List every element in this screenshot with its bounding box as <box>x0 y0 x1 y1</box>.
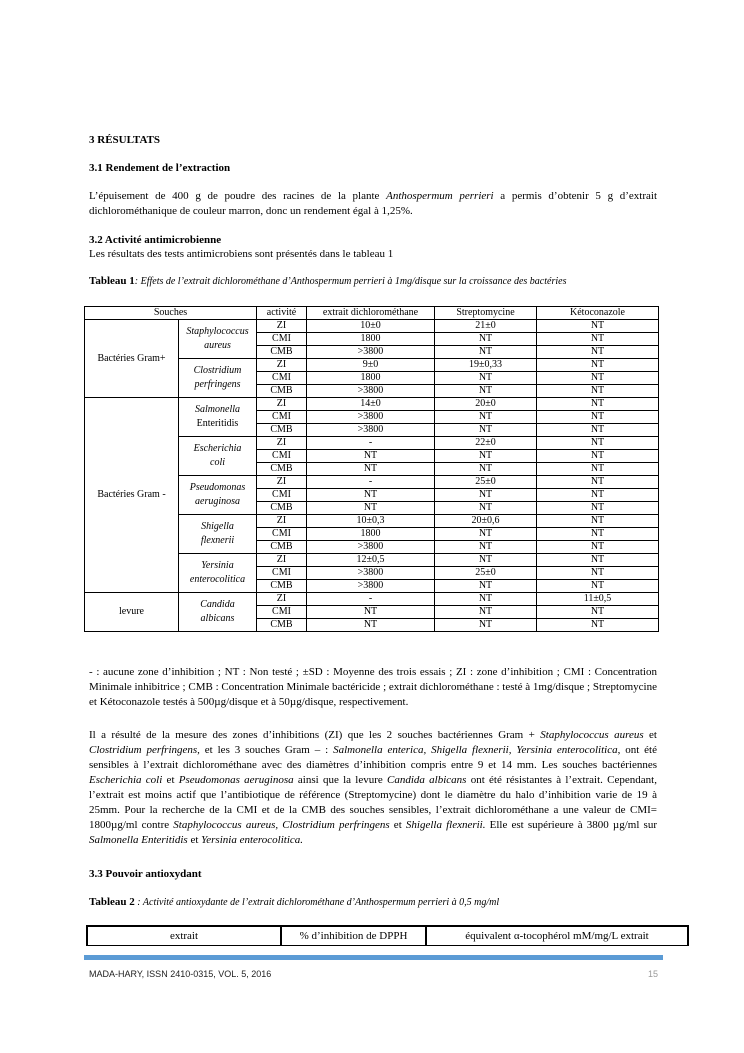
organism-species: enterocolitica <box>189 574 246 585</box>
cell-streptomycin: NT <box>435 450 537 463</box>
group-label: Bactéries Gram - <box>85 398 179 593</box>
cell-ketoconazole: NT <box>537 346 659 359</box>
cell-extract: NT <box>307 606 435 619</box>
table2-header-dpph: % d’inhibition de DPPH <box>281 926 426 946</box>
header-extrait: extrait dichlorométhane <box>307 307 435 320</box>
cell-activity: CMB <box>257 580 307 593</box>
cell-extract: 10±0,3 <box>307 515 435 528</box>
cell-streptomycin: NT <box>435 580 537 593</box>
text-run: et les 3 souches Gram – : <box>199 744 334 756</box>
cell-activity: CMI <box>257 567 307 580</box>
table1-caption: Tableau 1: Effets de l’extrait dichlorométhane d’Anthospermum perrieri à 1mg/disque sur la croissance des bactéries <box>89 275 567 287</box>
organism-name <box>179 359 257 398</box>
cell-streptomycin: 19±0,33 <box>435 359 537 372</box>
text-run: et <box>187 834 202 846</box>
table-row <box>85 398 659 411</box>
cell-ketoconazole: NT <box>537 528 659 541</box>
cell-activity: CMB <box>257 502 307 515</box>
cell-ketoconazole: NT <box>537 567 659 580</box>
cell-ketoconazole: NT <box>537 489 659 502</box>
text-run: ont été résistantes à l’extrait. Cependant, l’extrait est moins actif que l’antibiotique de référence (Streptomycine) dont le diamètre du halo d’inhibition varie de 19 à 25mm. Pour la recherche de la CMI et de la CMB des souches sensibles, l’extrait dichlorométhane a une valeur de CMI= 1800µg/ml contre <box>89 774 657 831</box>
cell-activity: CMI <box>257 411 307 424</box>
cell-ketoconazole: NT <box>537 424 659 437</box>
group-label: Bactéries Gram+ <box>85 320 179 398</box>
table-row <box>85 320 659 333</box>
species-name: Salmonella enterica, Shigella flexnerii, Yersinia enterocolitica <box>333 744 618 756</box>
cell-extract: 1800 <box>307 333 435 346</box>
organism-species: perfringens <box>194 379 241 390</box>
cell-streptomycin: 25±0 <box>435 476 537 489</box>
cell-activity: CMI <box>257 372 307 385</box>
cell-extract: NT <box>307 463 435 476</box>
cell-activity: CMB <box>257 463 307 476</box>
cell-activity: CMI <box>257 333 307 346</box>
cell-streptomycin: NT <box>435 346 537 359</box>
cell-ketoconazole: NT <box>537 320 659 333</box>
cell-ketoconazole: NT <box>537 515 659 528</box>
organism-name <box>179 554 257 593</box>
header-ketoconazole: Kétoconazole <box>537 307 659 320</box>
table2-caption: Tableau 2 : Activité antioxydante de l’extrait dichlorométhane d’Anthospermum perrieri à 0,5 mg/ml <box>89 896 500 908</box>
species-name: Shigella flexnerii. <box>405 819 486 831</box>
organism-name <box>179 515 257 554</box>
cell-extract: - <box>307 476 435 489</box>
cell-ketoconazole: 11±0,5 <box>537 593 659 606</box>
antimicrobial-intro: Les résultats des tests antimicrobiens sont présentés dans le tableau 1 <box>89 248 394 260</box>
subsection-title-yield: 3.1 Rendement de l’extraction <box>89 162 231 174</box>
cell-extract: 12±0,5 <box>307 554 435 567</box>
cell-streptomycin: NT <box>435 372 537 385</box>
page-number: 15 <box>647 969 658 979</box>
cell-extract: 1800 <box>307 372 435 385</box>
organism-genus: Shigella <box>201 521 234 532</box>
cell-streptomycin: NT <box>435 554 537 567</box>
cell-ketoconazole: NT <box>537 476 659 489</box>
organism-species: coli <box>210 457 225 468</box>
organism-species: aureus <box>204 340 231 351</box>
organism-genus: Salmonella <box>195 404 240 415</box>
cell-activity: ZI <box>257 359 307 372</box>
cell-ketoconazole: NT <box>537 580 659 593</box>
organism-species: flexnerii <box>200 535 235 546</box>
header-souches: Souches <box>85 307 257 320</box>
footer-journal: MADA-HARY, ISSN 2410-0315, VOL. 5, 2016 <box>89 969 272 979</box>
species-name: Candida albicans <box>387 774 467 786</box>
cell-activity: CMB <box>257 424 307 437</box>
cell-ketoconazole: NT <box>537 437 659 450</box>
cell-streptomycin: 22±0 <box>435 437 537 450</box>
cell-activity: ZI <box>257 593 307 606</box>
species-name: Clostridium perfringens, <box>89 744 200 756</box>
cell-activity: CMI <box>257 489 307 502</box>
table1-header-row <box>85 307 659 320</box>
cell-streptomycin: NT <box>435 333 537 346</box>
text-run: Elle est supérieure à 3800 µg/ml sur <box>485 819 658 831</box>
organism-species: aeruginosa <box>195 496 240 507</box>
cell-activity: CMB <box>257 619 307 632</box>
cell-activity: ZI <box>257 476 307 489</box>
organism-genus: Staphylococcus <box>186 326 249 337</box>
subsection-title-antimicrobial: 3.2 Activité antimicrobienne <box>89 234 222 246</box>
cell-streptomycin: NT <box>435 528 537 541</box>
cell-extract: - <box>307 437 435 450</box>
cell-extract: >3800 <box>307 385 435 398</box>
organism-name <box>179 593 257 632</box>
cell-extract: 10±0 <box>307 320 435 333</box>
cell-activity: ZI <box>257 515 307 528</box>
cell-extract: >3800 <box>307 541 435 554</box>
cell-streptomycin: NT <box>435 411 537 424</box>
cell-streptomycin: NT <box>435 593 537 606</box>
cell-streptomycin: NT <box>435 606 537 619</box>
cell-streptomycin: 25±0 <box>435 567 537 580</box>
table2-header-tocopherol: équivalent α-tocophérol mM/mg/L extrait <box>426 926 688 946</box>
species-name: Salmonella Enteritidis <box>89 834 188 846</box>
cell-activity: CMI <box>257 606 307 619</box>
subsection-title-antioxidant: 3.3 Pouvoir antioxydant <box>89 868 202 880</box>
table-antimicrobial-results <box>84 306 659 632</box>
text-run: ainsi que la levure <box>293 774 388 786</box>
yield-paragraph: L’épuisement de 400 g de poudre des racines de la plante Anthospermum perrieri a permis d’obtenir 5 g d’extrait dichlorométhanique de couleur marron, donc un rendement égal à 1,25%. <box>89 190 657 217</box>
cell-extract: NT <box>307 502 435 515</box>
cell-activity: ZI <box>257 437 307 450</box>
cell-activity: CMB <box>257 541 307 554</box>
header-activite: activité <box>257 307 307 320</box>
cell-activity: ZI <box>257 320 307 333</box>
section-title: 3 RÉSULTATS <box>89 134 161 146</box>
text-run: , ont été sensibles à l’extrait dichlorométhane avec des diamètres d’inhibition compris entre 9 et 14 mm. Les souches bactériennes <box>89 744 657 771</box>
cell-extract: 1800 <box>307 528 435 541</box>
cell-activity: CMB <box>257 346 307 359</box>
species-name: Staphylococcus aureus, Clostridium perfringens <box>173 819 390 831</box>
species-name: Yersinia enterocolitica. <box>201 834 304 846</box>
cell-ketoconazole: NT <box>537 502 659 515</box>
text-run: Il a résulté de la mesure des zones d’inhibitions (ZI) que les 2 souches bactériennes Gram + <box>89 729 541 741</box>
organism-species: albicans <box>200 613 235 624</box>
cell-ketoconazole: NT <box>537 450 659 463</box>
table-antioxidant <box>86 925 689 946</box>
organism-genus: Yersinia <box>201 560 234 571</box>
species-name: Escherichia coli <box>89 774 163 786</box>
group-label: levure <box>85 593 179 632</box>
cell-extract: >3800 <box>307 411 435 424</box>
cell-streptomycin: NT <box>435 619 537 632</box>
cell-extract: >3800 <box>307 567 435 580</box>
organism-genus: Clostridium <box>193 365 242 376</box>
cell-streptomycin: 21±0 <box>435 320 537 333</box>
cell-streptomycin: NT <box>435 502 537 515</box>
cell-activity: ZI <box>257 398 307 411</box>
cell-ketoconazole: NT <box>537 554 659 567</box>
table1-legend: - : aucune zone d’inhibition ; NT : Non testé ; ±SD : Moyenne des trois essais ; ZI : zone d’inhibition ; CMI : Concentration Minimale inhibitrice ; CMB : Concentration Minimale bactéricide ; extrait dichlorométhane : testé à 1mg/disque ; Streptomycine et Kétoconazole testés à 500µg/disque et à 50µg/disque, respectivement. <box>89 666 657 708</box>
cell-extract: NT <box>307 450 435 463</box>
results-paragraph <box>89 728 657 848</box>
cell-streptomycin: NT <box>435 541 537 554</box>
cell-extract: - <box>307 593 435 606</box>
cell-extract: NT <box>307 489 435 502</box>
cell-ketoconazole: NT <box>537 372 659 385</box>
cell-streptomycin: 20±0 <box>435 398 537 411</box>
cell-activity: CMB <box>257 385 307 398</box>
text-run: et <box>389 819 406 831</box>
species-name: Pseudomonas aeruginosa <box>178 774 294 786</box>
cell-ketoconazole: NT <box>537 398 659 411</box>
cell-ketoconazole: NT <box>537 541 659 554</box>
cell-streptomycin: NT <box>435 424 537 437</box>
cell-ketoconazole: NT <box>537 385 659 398</box>
cell-extract: >3800 <box>307 424 435 437</box>
cell-streptomycin: NT <box>435 489 537 502</box>
organism-name <box>179 437 257 476</box>
table2-header-extrait: extrait <box>87 926 281 946</box>
cell-streptomycin: NT <box>435 463 537 476</box>
cell-streptomycin: 20±0,6 <box>435 515 537 528</box>
organism-name <box>179 320 257 359</box>
cell-ketoconazole: NT <box>537 619 659 632</box>
organism-genus: Candida <box>200 599 235 610</box>
organism-species: Enteritidis <box>196 418 239 429</box>
table2-header-row <box>87 926 688 946</box>
text-run: et <box>162 774 179 786</box>
cell-activity: CMI <box>257 528 307 541</box>
cell-ketoconazole: NT <box>537 359 659 372</box>
cell-extract: 14±0 <box>307 398 435 411</box>
text-run: et <box>643 729 657 741</box>
cell-activity: CMI <box>257 450 307 463</box>
cell-extract: >3800 <box>307 346 435 359</box>
cell-ketoconazole: NT <box>537 463 659 476</box>
cell-ketoconazole: NT <box>537 411 659 424</box>
species-name: Staphylococcus aureus <box>540 729 644 741</box>
table-row <box>85 593 659 606</box>
footer-bar <box>84 955 663 960</box>
cell-extract: 9±0 <box>307 359 435 372</box>
cell-ketoconazole: NT <box>537 606 659 619</box>
cell-extract: >3800 <box>307 580 435 593</box>
organism-name <box>179 476 257 515</box>
cell-streptomycin: NT <box>435 385 537 398</box>
organism-name <box>179 398 257 437</box>
organism-genus: Pseudomonas <box>189 482 246 493</box>
cell-activity: ZI <box>257 554 307 567</box>
header-streptomycine: Streptomycine <box>435 307 537 320</box>
cell-ketoconazole: NT <box>537 333 659 346</box>
cell-extract: NT <box>307 619 435 632</box>
organism-genus: Escherichia <box>193 443 242 454</box>
